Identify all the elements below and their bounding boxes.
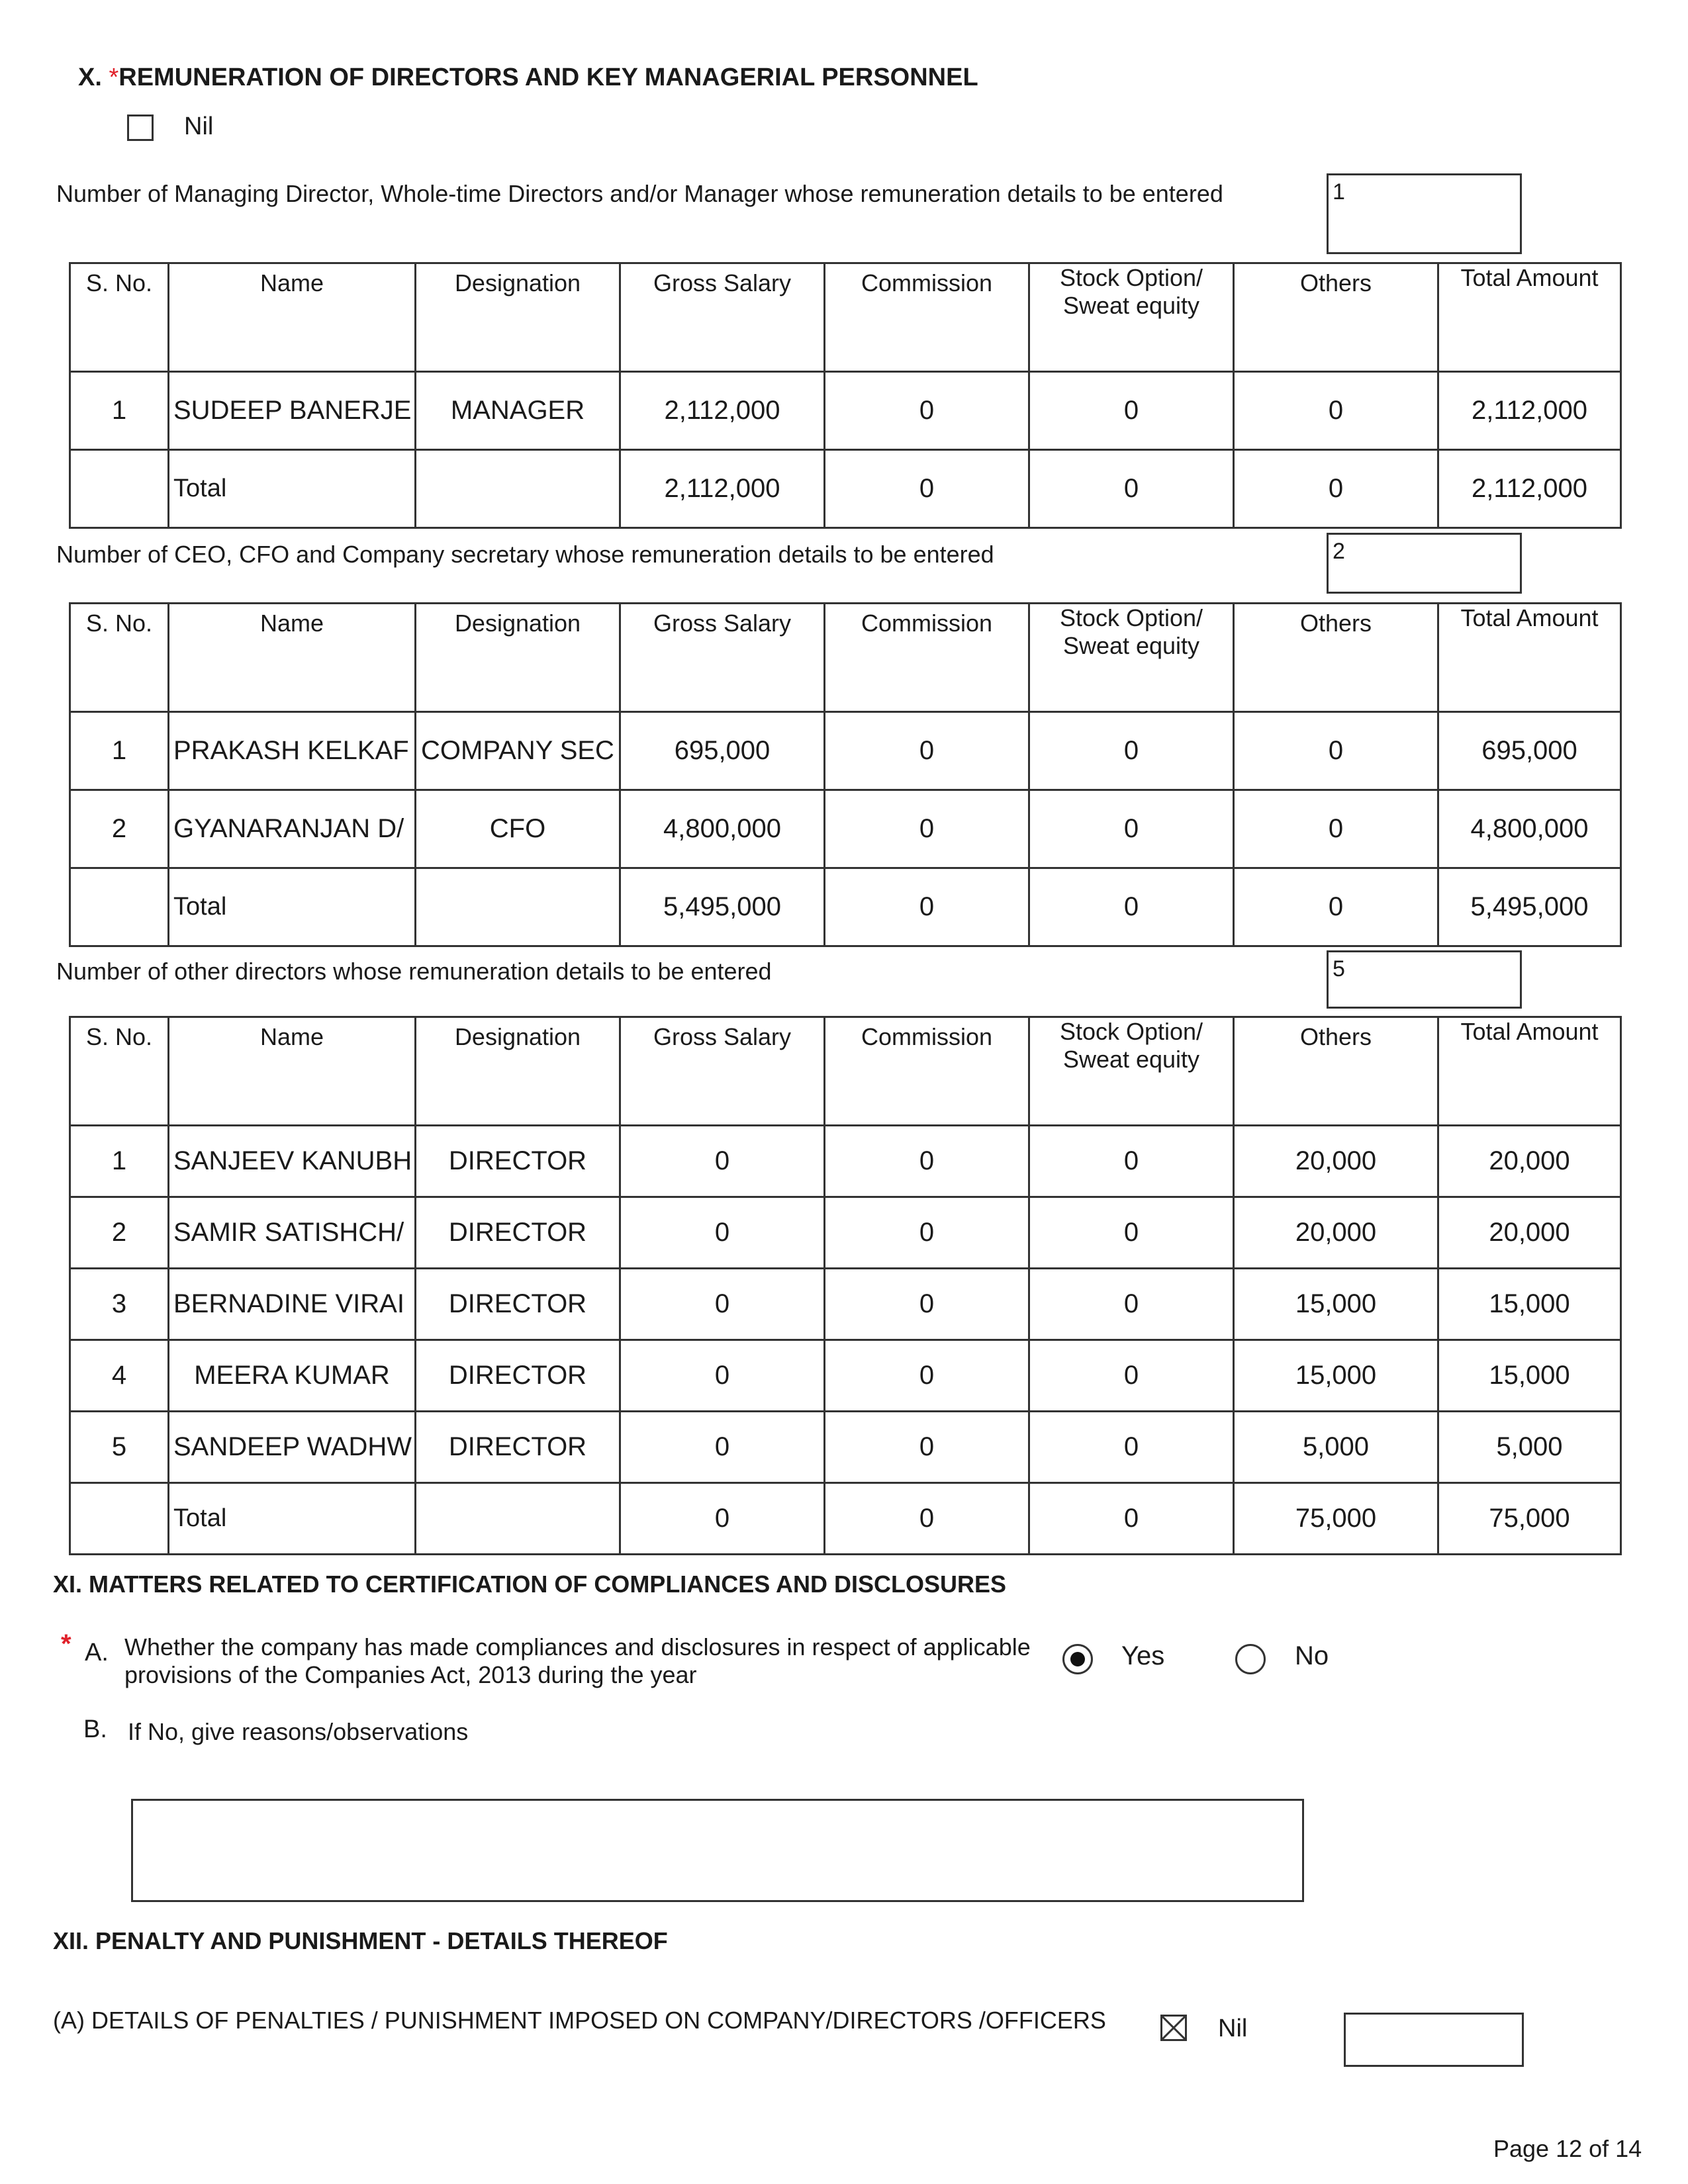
stock-cell: 0 (1029, 790, 1234, 868)
table-header-row (70, 263, 1621, 372)
stock-cell: 0 (1029, 1412, 1234, 1483)
column-header-others: Others (1234, 263, 1438, 372)
commission-cell: 0 (825, 372, 1029, 450)
table-header-row (70, 604, 1621, 712)
column-header-designation: Designation (416, 1017, 620, 1126)
nil-label: Nil (184, 113, 214, 140)
md-count-label: Number of Managing Director, Whole-time Directors and/or Manager whose remuneration details to be entered (56, 180, 1223, 207)
stock-cell: 0 (1029, 1126, 1234, 1197)
sno-cell: 2 (70, 790, 169, 868)
section-title: REMUNERATION OF DIRECTORS AND KEY MANAGERIAL PERSONNEL (118, 64, 978, 91)
total-gross-cell: 5,495,000 (620, 868, 825, 946)
column-header-gross: Gross Salary (620, 263, 825, 372)
others-cell: 0 (1234, 712, 1438, 790)
commission-cell: 0 (825, 1197, 1029, 1269)
column-header-sno: S. No. (70, 1017, 169, 1126)
others-cell: 0 (1234, 372, 1438, 450)
table-row (70, 1126, 1621, 1197)
sno-cell: 5 (70, 1412, 169, 1483)
total-cell: 20,000 (1438, 1197, 1621, 1269)
name-cell: SUDEEP BANERJE (169, 372, 416, 450)
column-header-commission: Commission (825, 263, 1029, 372)
name-cell: GYANARANJAN D/ (169, 790, 416, 868)
column-header-total: Total Amount (1438, 1017, 1621, 1126)
column-header-sno: S. No. (70, 263, 169, 372)
table-row (70, 1269, 1621, 1340)
total-others-cell: 0 (1234, 450, 1438, 528)
others-cell: 20,000 (1234, 1197, 1438, 1269)
designation-cell (416, 450, 620, 528)
stock-cell: 0 (1029, 1340, 1234, 1412)
nil-checkbox[interactable] (127, 114, 154, 141)
page-number: Page 12 of 14 (1493, 2135, 1642, 2162)
total-label-cell: Total (169, 868, 416, 946)
total-cell: 15,000 (1438, 1269, 1621, 1340)
md-remuneration-table (69, 262, 1622, 529)
section-x-heading (78, 64, 978, 92)
total-cell: 2,112,000 (1438, 372, 1621, 450)
no-label: No (1295, 1641, 1329, 1670)
table-row (70, 712, 1621, 790)
gross-cell: 0 (620, 1126, 825, 1197)
sno-cell (70, 868, 169, 946)
penalties-label: (A) DETAILS OF PENALTIES / PUNISHMENT IMPOSED ON COMPANY/DIRECTORS /OFFICERS (53, 2007, 1106, 2034)
md-count-field[interactable]: 1 (1327, 173, 1522, 254)
column-header-total: Total Amount (1438, 604, 1621, 712)
designation-cell: DIRECTOR (416, 1340, 620, 1412)
total-commission-cell: 0 (825, 1483, 1029, 1555)
total-commission-cell: 0 (825, 450, 1029, 528)
required-marker: * (61, 1629, 71, 1659)
column-header-commission: Commission (825, 1017, 1029, 1126)
table-total-row (70, 868, 1621, 946)
kmp-count-label: Number of CEO, CFO and Company secretary whose remuneration details to be entered (56, 541, 994, 568)
table-total-row (70, 1483, 1621, 1555)
total-stock-cell: 0 (1029, 868, 1234, 946)
total-gross-cell: 2,112,000 (620, 450, 825, 528)
directors-remuneration-table (69, 1016, 1622, 1555)
question-b-text: If No, give reasons/observations (128, 1718, 469, 1745)
column-header-others: Others (1234, 1017, 1438, 1126)
no-radio[interactable] (1235, 1644, 1266, 1674)
total-others-cell: 0 (1234, 868, 1438, 946)
column-header-stock: Stock Option/ Sweat equity (1029, 1017, 1234, 1126)
table-row (70, 790, 1621, 868)
sno-cell: 2 (70, 1197, 169, 1269)
gross-cell: 695,000 (620, 712, 825, 790)
yes-label: Yes (1121, 1641, 1165, 1670)
total-label-cell: Total (169, 1483, 416, 1555)
total-others-cell: 75,000 (1234, 1483, 1438, 1555)
total-total-cell: 2,112,000 (1438, 450, 1621, 528)
section-number: X. (78, 64, 102, 91)
designation-cell: DIRECTOR (416, 1269, 620, 1340)
question-a-label: A. (85, 1639, 109, 1666)
others-cell: 15,000 (1234, 1269, 1438, 1340)
gross-cell: 0 (620, 1197, 825, 1269)
name-cell: SANJEEV KANUBH (169, 1126, 416, 1197)
column-header-gross: Gross Salary (620, 604, 825, 712)
sno-cell: 1 (70, 1126, 169, 1197)
question-a-line1: Whether the company has made compliances and disclosures in respect of applicable (124, 1633, 1031, 1661)
designation-cell: CFO (416, 790, 620, 868)
table-row (70, 1197, 1621, 1269)
sno-cell: 1 (70, 372, 169, 450)
sno-cell (70, 1483, 169, 1555)
column-header-stock: Stock Option/ Sweat equity (1029, 604, 1234, 712)
name-cell: MEERA KUMAR (169, 1340, 416, 1412)
gross-cell: 0 (620, 1412, 825, 1483)
name-cell: SAMIR SATISHCH/ (169, 1197, 416, 1269)
total-gross-cell: 0 (620, 1483, 825, 1555)
column-header-stock: Stock Option/ Sweat equity (1029, 263, 1234, 372)
kmp-count-field[interactable]: 2 (1327, 533, 1522, 594)
stock-cell: 0 (1029, 1269, 1234, 1340)
others-cell: 20,000 (1234, 1126, 1438, 1197)
designation-cell: COMPANY SEC (416, 712, 620, 790)
column-header-designation: Designation (416, 604, 620, 712)
reasons-textarea[interactable] (131, 1799, 1304, 1902)
total-label-cell: Total (169, 450, 416, 528)
designation-cell: DIRECTOR (416, 1197, 620, 1269)
commission-cell: 0 (825, 1269, 1029, 1340)
gross-cell: 4,800,000 (620, 790, 825, 868)
gross-cell: 0 (620, 1269, 825, 1340)
yes-radio[interactable] (1062, 1644, 1093, 1674)
table-row (70, 372, 1621, 450)
table-row (70, 1340, 1621, 1412)
others-cell: 5,000 (1234, 1412, 1438, 1483)
column-header-designation: Designation (416, 263, 620, 372)
total-cell: 15,000 (1438, 1340, 1621, 1412)
total-total-cell: 75,000 (1438, 1483, 1621, 1555)
total-cell: 5,000 (1438, 1412, 1621, 1483)
name-cell: PRAKASH KELKAF (169, 712, 416, 790)
designation-cell (416, 868, 620, 946)
name-cell: BERNADINE VIRAI (169, 1269, 416, 1340)
column-header-others: Others (1234, 604, 1438, 712)
column-header-gross: Gross Salary (620, 1017, 825, 1126)
total-total-cell: 5,495,000 (1438, 868, 1621, 946)
column-header-name: Name (169, 604, 416, 712)
penalties-nil-checkbox[interactable] (1160, 2015, 1187, 2041)
question-a-line2: provisions of the Companies Act, 2013 during the year (124, 1661, 697, 1688)
penalties-field[interactable] (1344, 2013, 1524, 2067)
directors-count-label: Number of other directors whose remuneration details to be entered (56, 958, 772, 985)
table-header-row (70, 1017, 1621, 1126)
sno-cell: 4 (70, 1340, 169, 1412)
total-stock-cell: 0 (1029, 450, 1234, 528)
column-header-total: Total Amount (1438, 263, 1621, 372)
question-b-label: B. (83, 1715, 107, 1743)
designation-cell (416, 1483, 620, 1555)
table-row (70, 1412, 1621, 1483)
stock-cell: 0 (1029, 372, 1234, 450)
commission-cell: 0 (825, 1340, 1029, 1412)
section-xii-heading: XII. PENALTY AND PUNISHMENT - DETAILS THEREOF (53, 1927, 668, 1954)
commission-cell: 0 (825, 790, 1029, 868)
column-header-name: Name (169, 1017, 416, 1126)
others-cell: 15,000 (1234, 1340, 1438, 1412)
total-cell: 20,000 (1438, 1126, 1621, 1197)
designation-cell: DIRECTOR (416, 1126, 620, 1197)
gross-cell: 2,112,000 (620, 372, 825, 450)
sno-cell: 3 (70, 1269, 169, 1340)
section-xi-heading: XI. MATTERS RELATED TO CERTIFICATION OF COMPLIANCES AND DISCLOSURES (53, 1570, 1007, 1598)
gross-cell: 0 (620, 1340, 825, 1412)
sno-cell (70, 450, 169, 528)
sno-cell: 1 (70, 712, 169, 790)
others-cell: 0 (1234, 790, 1438, 868)
total-cell: 695,000 (1438, 712, 1621, 790)
stock-cell: 0 (1029, 712, 1234, 790)
designation-cell: MANAGER (416, 372, 620, 450)
name-cell: SANDEEP WADHW (169, 1412, 416, 1483)
penalties-nil-label: Nil (1218, 2015, 1248, 2042)
column-header-commission: Commission (825, 604, 1029, 712)
commission-cell: 0 (825, 712, 1029, 790)
commission-cell: 0 (825, 1412, 1029, 1483)
designation-cell: DIRECTOR (416, 1412, 620, 1483)
total-cell: 4,800,000 (1438, 790, 1621, 868)
required-marker: * (109, 64, 119, 91)
table-total-row (70, 450, 1621, 528)
column-header-sno: S. No. (70, 604, 169, 712)
stock-cell: 0 (1029, 1197, 1234, 1269)
total-commission-cell: 0 (825, 868, 1029, 946)
total-stock-cell: 0 (1029, 1483, 1234, 1555)
column-header-name: Name (169, 263, 416, 372)
kmp-remuneration-table (69, 602, 1622, 947)
directors-count-field[interactable]: 5 (1327, 950, 1522, 1009)
commission-cell: 0 (825, 1126, 1029, 1197)
